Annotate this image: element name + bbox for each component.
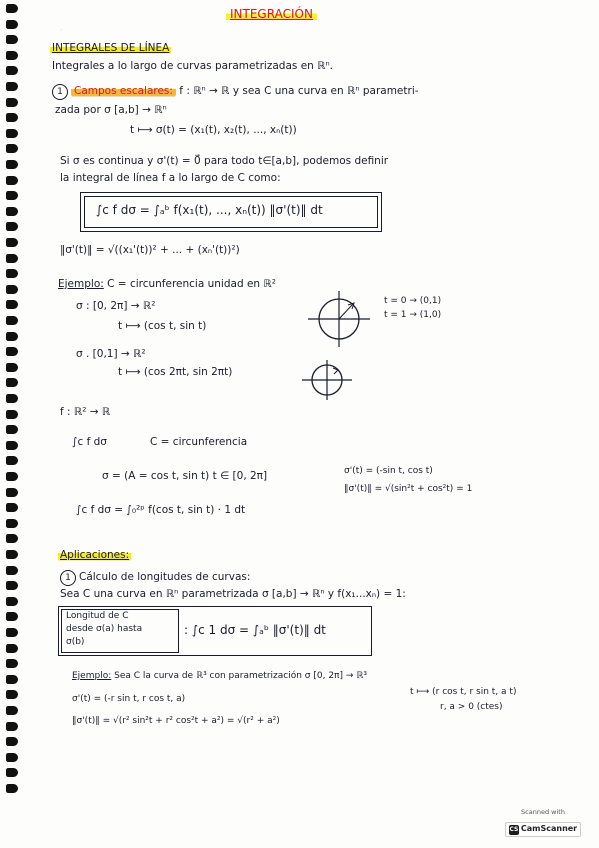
circle-diagram-2: [300, 358, 354, 402]
binding-ring: [6, 581, 18, 590]
length-formula: : ∫c 1 dσ = ∫ₐᵇ ‖σ'(t)‖ dt: [184, 623, 326, 637]
binding-ring: [6, 82, 18, 91]
ejemplo2-text: Sea C la curva de ℝ³ con parametrización σ [0, 2π] → ℝ³: [114, 671, 367, 681]
binding-ring: [6, 207, 18, 216]
map2a: σ . [0,1] → ℝ²: [76, 348, 146, 360]
campos-line3: t ⟼ σ(t) = (x₁(t), x₂(t), ..., xₙ(t)): [130, 124, 297, 136]
binding-ring: [6, 129, 18, 138]
binding-ring: [6, 176, 18, 185]
binding-ring: [6, 332, 18, 341]
binding-ring: [6, 706, 18, 715]
binding-ring: [6, 768, 18, 777]
binding-ring: [6, 425, 18, 434]
section-subtitle: Integrales a lo largo de curvas parametrizadas en ℝⁿ.: [52, 60, 333, 72]
binding-ring: [6, 753, 18, 762]
binding-ring: [6, 20, 18, 29]
binding-ring: [6, 254, 18, 263]
binding-ring: [6, 566, 18, 575]
watermark-badge: [505, 822, 581, 837]
length-box-line3: σ(b): [66, 637, 85, 647]
campos-text: f : ℝⁿ → ℝ y sea C una curva en ℝⁿ parametri-: [179, 85, 419, 97]
campos-line1: [52, 84, 419, 100]
ejemplo1-line: [58, 278, 276, 290]
bleed-through-text: ·: [60, 26, 63, 36]
binding-ring: [6, 550, 18, 559]
cont-line2: la integral de línea f a lo largo de C como:: [60, 172, 281, 184]
page-title: INTEGRACIÓN: [226, 7, 317, 21]
binding-ring: [6, 628, 18, 637]
campos-label: Campos escalares:: [71, 85, 176, 97]
binding-ring: [6, 441, 18, 450]
binding-ring: [6, 597, 18, 606]
binding-ring: [6, 488, 18, 497]
norm-formula: ‖σ'(t)‖ = √((x₁'(t))² + ... + (xₙ'(t))²): [60, 244, 240, 256]
binding-ring: [6, 472, 18, 481]
binding-ring: [6, 503, 18, 512]
binding-ring: [6, 191, 18, 200]
binding-ring: [6, 363, 18, 372]
binding-ring: [6, 285, 18, 294]
binding-ring: [6, 644, 18, 653]
binding-ring: [6, 144, 18, 153]
circ-label: C = circunferencia: [150, 436, 248, 448]
definition-formula: ∫c f dσ = ∫ₐᵇ f(x₁(t), ..., xₙ(t)) ‖σ'(t)‖ dt: [96, 203, 323, 217]
deriv-line: σ'(t) = (-sin t, cos t): [344, 466, 433, 476]
camscanner-watermark: [497, 808, 589, 840]
binding-ring: [6, 316, 18, 325]
map2b: t ⟼ (cos 2πt, sin 2πt): [118, 366, 233, 378]
map1b: t ⟼ (cos t, sin t): [118, 320, 207, 332]
aplicaciones-desc: Sea C una curva en ℝⁿ parametrizada σ [a,b] → ℝⁿ y f(x₁...xₙ) = 1:: [60, 588, 406, 600]
aplicaciones-item1-text: Cálculo de longitudes de curvas:: [79, 571, 251, 583]
binding-ring: [6, 659, 18, 668]
unit-circle-diagram: [304, 288, 374, 350]
binding-ring: [6, 394, 18, 403]
binding-ring: [6, 722, 18, 731]
watermark-line2: CamScanner: [520, 824, 578, 833]
binding-ring: [6, 456, 18, 465]
binding-ring: [6, 690, 18, 699]
binding-ring: [6, 4, 18, 13]
binding-ring: [6, 519, 18, 528]
camscanner-icon: CS: [509, 826, 519, 833]
result-line: ∫c f dσ = ∫₀²ᵖ f(cos t, sin t) · 1 dt: [76, 504, 246, 516]
ejemplo2-consts: r, a > 0 (ctes): [440, 702, 503, 712]
binding-ring: [6, 238, 18, 247]
binding-ring: [6, 35, 18, 44]
param-line: σ = (A = cos t, sin t) t ∈ [0, 2π]: [102, 470, 268, 482]
binding-ring: [6, 66, 18, 75]
int-c: ∫c f dσ: [72, 436, 107, 448]
aplicaciones-item1: [60, 570, 250, 586]
ejemplo2-line: [72, 671, 367, 681]
map1a: σ : [0, 2π] → ℝ²: [76, 300, 156, 312]
binding-ring: [6, 113, 18, 122]
normv-line: ‖σ'(t)‖ = √(sin²t + cos²t) = 1: [344, 484, 473, 494]
aplicaciones-heading: Aplicaciones:: [60, 549, 130, 561]
cont-line1: Si σ es continua y σ'(t) = 0⃗ para todo t∈[a,b], podemos definir: [60, 155, 389, 167]
campos-line2: zada por σ [a,b] → ℝⁿ: [55, 104, 167, 116]
length-box-line2: desde σ(a) hasta: [66, 624, 143, 634]
binding-ring: [6, 410, 18, 419]
watermark-line1: Scanned with: [521, 808, 565, 816]
binding-ring: [6, 269, 18, 278]
binding-ring: [6, 675, 18, 684]
ejemplo2-norm: ‖σ'(t)‖ = √(r² sin²t + r² cos²t + a²) = √(r² + a²): [72, 716, 280, 726]
ejemplo1-text: C = circunferencia unidad en ℝ²: [107, 278, 276, 290]
spiral-binding: [2, 0, 20, 800]
length-box-line1: Longitud de C: [66, 611, 129, 621]
binding-ring: [6, 98, 18, 107]
binding-ring: [6, 784, 18, 793]
f-map: f : ℝ² → ℝ: [60, 406, 111, 418]
t0-mapping: t = 0 → (0,1): [384, 296, 442, 306]
binding-ring: [6, 534, 18, 543]
ejemplo2-label: Ejemplo:: [72, 671, 112, 681]
binding-ring: [6, 737, 18, 746]
ejemplo2-deriv: σ'(t) = (-r sin t, r cos t, a): [72, 694, 186, 704]
ejemplo2-map: t ⟼ (r cos t, r sin t, a t): [410, 687, 517, 697]
section-heading: INTEGRALES DE LÍNEA: [52, 42, 170, 54]
binding-ring: [6, 612, 18, 621]
binding-ring: [6, 378, 18, 387]
binding-ring: [6, 347, 18, 356]
binding-ring: [6, 300, 18, 309]
binding-ring: [6, 160, 18, 169]
t1-mapping: t = 1 → (1,0): [384, 310, 442, 320]
ejemplo1-label: Ejemplo:: [58, 278, 104, 290]
binding-ring: [6, 51, 18, 60]
item-number: 1: [52, 84, 68, 100]
binding-ring: [6, 222, 18, 231]
item-number-icon: 1: [60, 570, 76, 586]
